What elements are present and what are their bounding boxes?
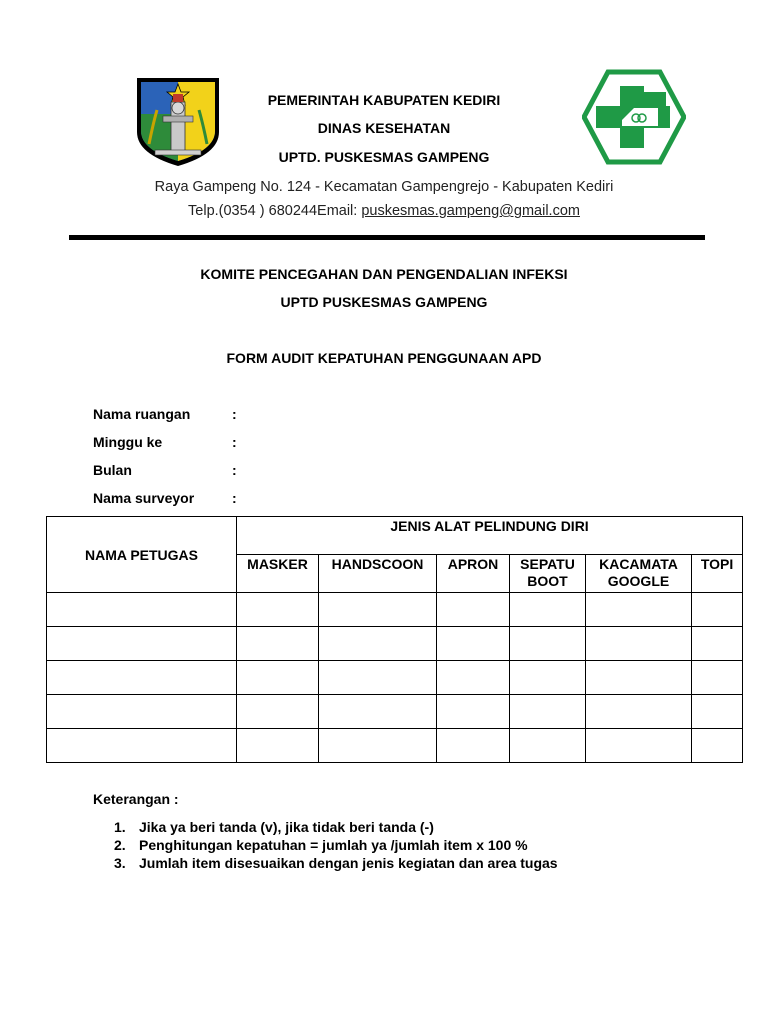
- note-number: 3.: [114, 855, 126, 871]
- table-cell[interactable]: [586, 661, 692, 695]
- table-cell[interactable]: [237, 729, 319, 763]
- table-cell[interactable]: [437, 661, 510, 695]
- col-masker: MASKER: [237, 555, 319, 593]
- note-number: 2.: [114, 837, 126, 853]
- table-cell[interactable]: [586, 695, 692, 729]
- apd-audit-table: [46, 516, 743, 763]
- header-email-link[interactable]: puskesmas.gampeng@gmail.com: [361, 203, 580, 219]
- field-label: Minggu ke: [93, 434, 163, 450]
- table-cell[interactable]: [47, 627, 237, 661]
- col-handscoon: HANDSCOON: [319, 555, 437, 593]
- header-department: DINAS KESEHATAN: [317, 120, 451, 136]
- table-cell[interactable]: [237, 593, 319, 627]
- header-address: Raya Gampeng No. 124 - Kecamatan Gampengrejo - Kabupaten Kediri: [154, 179, 614, 195]
- table-cell[interactable]: [237, 661, 319, 695]
- table-cell[interactable]: [319, 627, 437, 661]
- table-cell[interactable]: [319, 729, 437, 763]
- field-colon: :: [232, 434, 237, 450]
- table-cell[interactable]: [586, 593, 692, 627]
- table-cell[interactable]: [437, 593, 510, 627]
- table-cell[interactable]: [692, 695, 743, 729]
- table-cell[interactable]: [47, 729, 237, 763]
- header-contact: [0, 202, 768, 220]
- table-cell[interactable]: [692, 593, 743, 627]
- header-phone: Telp.(0354 ) 680244Email:: [188, 203, 362, 219]
- col-sepatu-boot: SEPATU BOOT: [510, 555, 586, 593]
- header-staff-name: NAMA PETUGAS: [47, 517, 237, 593]
- table-cell[interactable]: [692, 627, 743, 661]
- table-cell[interactable]: [510, 661, 586, 695]
- field-colon: :: [232, 406, 237, 422]
- col-topi: TOPI: [692, 555, 743, 593]
- note-item: [114, 836, 528, 854]
- table-cell[interactable]: [237, 695, 319, 729]
- note-text: Jumlah item disesuaikan dengan jenis kegiatan dan area tugas: [139, 855, 558, 871]
- note-item: [114, 818, 434, 836]
- table-cell[interactable]: [437, 729, 510, 763]
- field-colon: :: [232, 490, 237, 506]
- table-row: [47, 695, 743, 729]
- table-cell[interactable]: [47, 695, 237, 729]
- table-cell[interactable]: [437, 627, 510, 661]
- table-cell[interactable]: [47, 661, 237, 695]
- table-cell[interactable]: [319, 661, 437, 695]
- table-cell[interactable]: [437, 695, 510, 729]
- table-cell[interactable]: [510, 593, 586, 627]
- table-cell[interactable]: [319, 593, 437, 627]
- field-label: Bulan: [93, 462, 132, 478]
- header-institution: UPTD. PUSKESMAS GAMPENG: [278, 149, 490, 165]
- table-cell[interactable]: [510, 695, 586, 729]
- table-row: [47, 729, 743, 763]
- committee-title: KOMITE PENCEGAHAN DAN PENGENDALIAN INFEKSI: [200, 266, 568, 282]
- table-cell[interactable]: [692, 729, 743, 763]
- field-label: Nama surveyor: [93, 490, 195, 506]
- note-number: 1.: [114, 819, 126, 835]
- header-ppe-types: JENIS ALAT PELINDUNG DIRI: [237, 517, 743, 555]
- table-cell[interactable]: [319, 695, 437, 729]
- table-row: [47, 593, 743, 627]
- form-title: FORM AUDIT KEPATUHAN PENGGUNAAN APD: [226, 350, 542, 366]
- header-government: PEMERINTAH KABUPATEN KEDIRI: [267, 92, 501, 108]
- table-row: [47, 627, 743, 661]
- table-cell[interactable]: [586, 627, 692, 661]
- field-label: Nama ruangan: [93, 406, 191, 422]
- note-text: Jika ya beri tanda (v), jika tidak beri tanda (-): [139, 819, 434, 835]
- table-cell[interactable]: [586, 729, 692, 763]
- note-item: [114, 854, 558, 872]
- col-apron: APRON: [437, 555, 510, 593]
- table-row: [47, 661, 743, 695]
- table-cell[interactable]: [510, 729, 586, 763]
- letterhead-divider: [69, 235, 705, 240]
- table-cell[interactable]: [692, 661, 743, 695]
- table-cell[interactable]: [47, 593, 237, 627]
- note-text: Penghitungan kepatuhan = jumlah ya /jumlah item x 100 %: [139, 837, 528, 853]
- notes-heading: Keterangan :: [93, 791, 179, 807]
- field-colon: :: [232, 462, 237, 478]
- col-kacamata-google: KACAMATA GOOGLE: [586, 555, 692, 593]
- table-cell[interactable]: [237, 627, 319, 661]
- table-cell[interactable]: [510, 627, 586, 661]
- committee-subtitle: UPTD PUSKESMAS GAMPENG: [280, 294, 488, 310]
